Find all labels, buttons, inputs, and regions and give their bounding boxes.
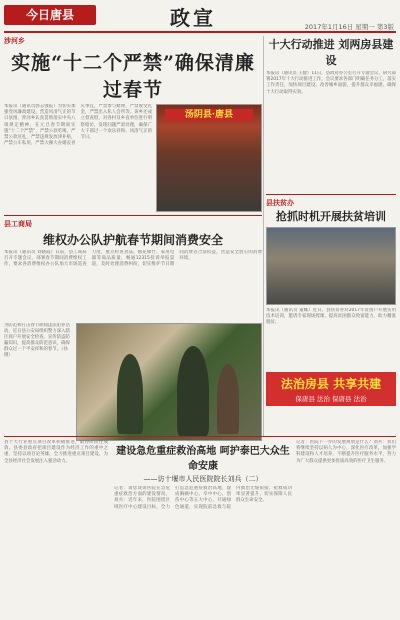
issue-date: 2017年1月16日 星期一 第3版 xyxy=(304,23,394,31)
divider xyxy=(266,194,396,195)
article1-body: 本报讯（通讯员郭志强报）为切实加强党风廉政建设，营造风清气正的节日氛围，涉河乡认真贯彻落实中央八项规定精神，在元旦春节期间实施“十二个严禁”，严禁公款吃喝，严禁公款送礼，严禁违规发放津补贴，严禁公车私用，严禁大操大办婚丧喜庆事宜，严禁参与赌博，严禁收受礼金，严禁出入私人会所等。该乡还成立督查组，对各村及乡直单位进行明察暗访，发现问题严肃处理，确保广大干部过一个欢乐祥和、风清气正的节日。 xyxy=(4,104,152,147)
ad-line2: 保唐县 法治 保唐县 法治 xyxy=(295,395,367,403)
article2-body: 本报讯（通讯员 刘晓霞）日前，县工商局召开专题会议，部署春节期间消费维权工作，要求各消费维权办公队加大市场巡查力度，重点检查食品、烟花爆竹、家用电器等商品质量，畅通12315投诉举报渠道，及时处理消费纠纷，切实维护节日期间消费者合法权益，营造安全放心的消费环境。 xyxy=(4,250,262,268)
ad-line1: 法治房县 共享共建 xyxy=(280,377,382,391)
article2-title: 维权办公队护航春节期间消费安全 xyxy=(42,233,223,247)
section-title: 政宣 xyxy=(170,6,216,30)
photo2-caption: 为防范和打击春节期间违法犯罪活动，近日县公安局组织警力深入辖区商户开展安全检查，宣传防盗防骗知识，提高群众防范意识，确保群众过一个平安祥和的春节。（孙 摄） xyxy=(4,323,70,358)
right2-title: 抢抓时机开展扶贫培训 xyxy=(276,210,386,223)
bottom-rule xyxy=(4,436,396,437)
bottom-subtitle: ——访十堰市人民医院院长刘兵（二） xyxy=(143,475,263,483)
header-rule xyxy=(4,31,396,33)
right1-title: 十大行动推进 刘两房县建设 xyxy=(268,38,394,67)
police-photo xyxy=(76,323,262,441)
bottom-right-text: 记者：医院下一步的发展规划是什么？刘兵：我们将继续坚持以病人为中心，深化医疗改革，加强学科建设和人才培养，不断提升医疗服务水平，努力为广大群众提供更加优质高效的医疗卫生服务。 xyxy=(296,440,396,464)
bottom-title: 建设急危重症救治高地 呵护泰巴大众生命安康 xyxy=(116,446,290,472)
bottom-left-text: 县十大行业重点项目改革积极推进，取得阶段性成效。县委县政府把项目建设作为经济工作的重中之重，坚持以项目论英雄，全力推进重点项目建设，为全县经济社会发展注入强劲动力。 xyxy=(4,440,108,464)
divider xyxy=(4,215,262,216)
left-column xyxy=(4,36,262,441)
article1-tag: 涉河乡 xyxy=(4,37,25,45)
shopkeeper-figure xyxy=(217,364,239,434)
bottom-left xyxy=(4,440,108,616)
right-column xyxy=(266,36,396,406)
right1-body: 本报讯（通讯员 王健）11日，县政府办公室召开专题会议，研究部署2017年十大行动推进工作，会议要求各部门明确任务分工，落实工作责任，加快项目建设，改善城乡面貌，提升群众幸福感，确保十大行动取得实效。 xyxy=(266,71,396,95)
shop-photo xyxy=(156,104,262,212)
right3-caption: 本报讯（通讯员 董娜）近日，县扶贫办对2017年贫困户开展实用技术培训，邀请专家现场授课，提高贫困群众致富能力，助力精准脱贫。 xyxy=(266,308,396,326)
page-header xyxy=(0,0,400,38)
article2-tag: 县工商局 xyxy=(4,220,32,228)
column-divider xyxy=(263,36,264,436)
bottom-body: 记者：请您谈谈医院在急危重症救治方面的建设情况。刘兵：近年来，医院围绕区域医疗中心建设目标，全力打造急危重症救治高地，建成胸痛中心、卒中中心、创伤中心等五大中心，开通绿色通道，实现院前急救与院内救治无缝衔接，抢救成功率显著提升，切实保障人民群众生命安全。 xyxy=(114,486,292,510)
bottom-middle xyxy=(114,440,292,620)
shop-sign: 汤阴县·唐县 xyxy=(165,109,253,121)
officer-figure xyxy=(117,354,143,434)
newspaper-logo: 今日唐县 xyxy=(4,5,96,25)
officer-figure xyxy=(177,346,209,436)
article1-title: 实施“十二个严禁”确保清廉过春节 xyxy=(11,52,255,101)
right2-tag: 县扶贫办 xyxy=(266,199,294,207)
bottom-right xyxy=(296,440,396,616)
training-photo xyxy=(266,227,396,305)
ad-banner xyxy=(266,372,396,406)
